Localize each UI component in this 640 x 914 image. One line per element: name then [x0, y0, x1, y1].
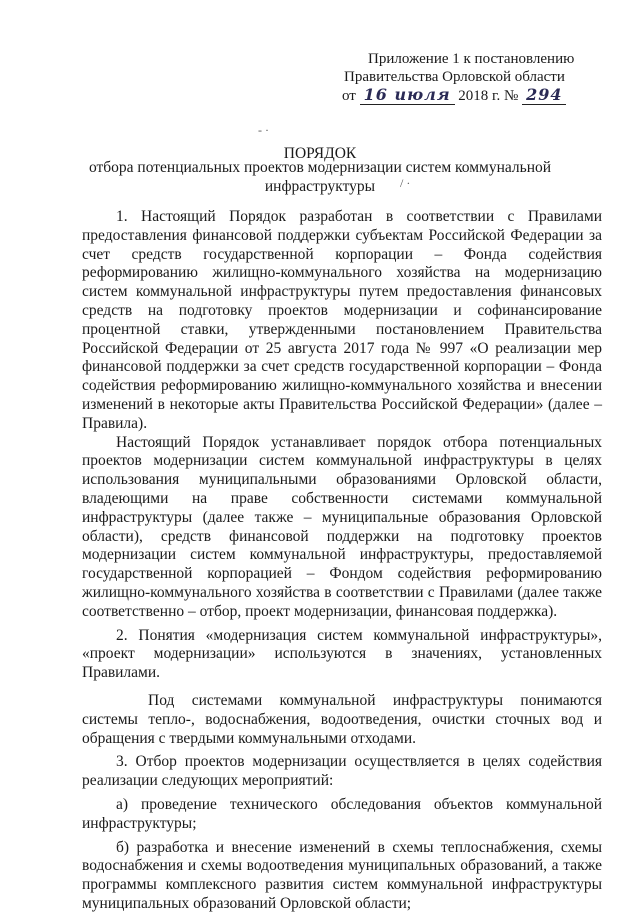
paragraph-7: б) разработка и внесение изменений в схемы теплоснабжения, схемы водоснабжения и схемы водоотведения муниципальных образований, а также программы комплексного развития систем коммунальной инфраструктуры муниципальных образований Орловской области;: [82, 838, 602, 912]
paragraph-5: 3. Отбор проектов модернизации осуществляется в целях содействия реализации следующих мероприятий:: [82, 753, 602, 790]
year-label: 2018 г. №: [458, 88, 519, 104]
document-body: [82, 208, 602, 914]
appendix-line-2: Правительства Орловской области: [344, 69, 565, 85]
paragraph-1: 1. Настоящий Порядок разработан в соответствии с Правилами предоставления финансовой поддержки субъектам Российской Федерации за счет средств государственной корпорации – Фонда содействия реформированию жилищно-коммунального хозяйства на модернизацию систем коммунальной инфраструктуры путем предоставления финансовых средств на подготовку проектов модернизации и софинансирование процентной ставки, утвержденными постановлением Правительства Российской Федерации от 25 августа 2017 года № 997 «О реализации мер финансовой поддержки за счет средств государственной корпорации – Фонда содействия реформированию жилищно-коммунального хозяйства и внесении изменений в некоторые акты Правительства Российской Федерации» (далее – Правила).: [82, 208, 602, 432]
scan-speck-mark: ‐ ·: [258, 123, 269, 137]
paragraph-4: Под системами коммунальной инфраструктуры понимаются системы тепло-, водоснабжения, водоотведения, очистки сточных вод и обращения с твердыми коммунальными отходами.: [82, 691, 602, 747]
paragraph-6: а) проведение технического обследования объектов коммунальной инфраструктуры;: [82, 795, 602, 832]
paragraph-3: 2. Понятия «модернизация систем коммунальной инфраструктуры», «проект модернизации» используются в значениях, установленных Правилами.: [82, 626, 602, 682]
date-prefix: от: [342, 88, 356, 104]
handwritten-number: 294: [522, 85, 566, 105]
paragraph-2: Настоящий Порядок устанавливает порядок отбора потенциальных проектов модернизации систем коммунальной инфраструктуры в целях использования муниципальными образованиями Орловской области, владеющими на праве собственности системами коммунальной инфраструктуры (далее также – муниципальные образования Орловской области), средств финансовой поддержки на подготовку проектов модернизации систем коммунальной инфраструктуры, предоставляемой государственной корпорацией – Фондом содействия реформированию жилищно-коммунального хозяйства в соответствии с Правилами (далее также соответственно – отбор, проект модернизации, финансовая поддержка).: [82, 433, 602, 620]
appendix-date-line: [330, 86, 620, 105]
scan-speck-mark-2: / ·: [400, 176, 411, 190]
appendix-line-1: Приложение 1 к постановлению: [368, 51, 575, 67]
handwritten-date: 16 июля: [360, 85, 455, 105]
appendix-header: [330, 50, 620, 105]
document-heading: ПОРЯДОК: [283, 145, 357, 162]
document-subtitle: отбора потенциальных проектов модернизации систем коммунальной инфраструктуры: [88, 159, 552, 195]
